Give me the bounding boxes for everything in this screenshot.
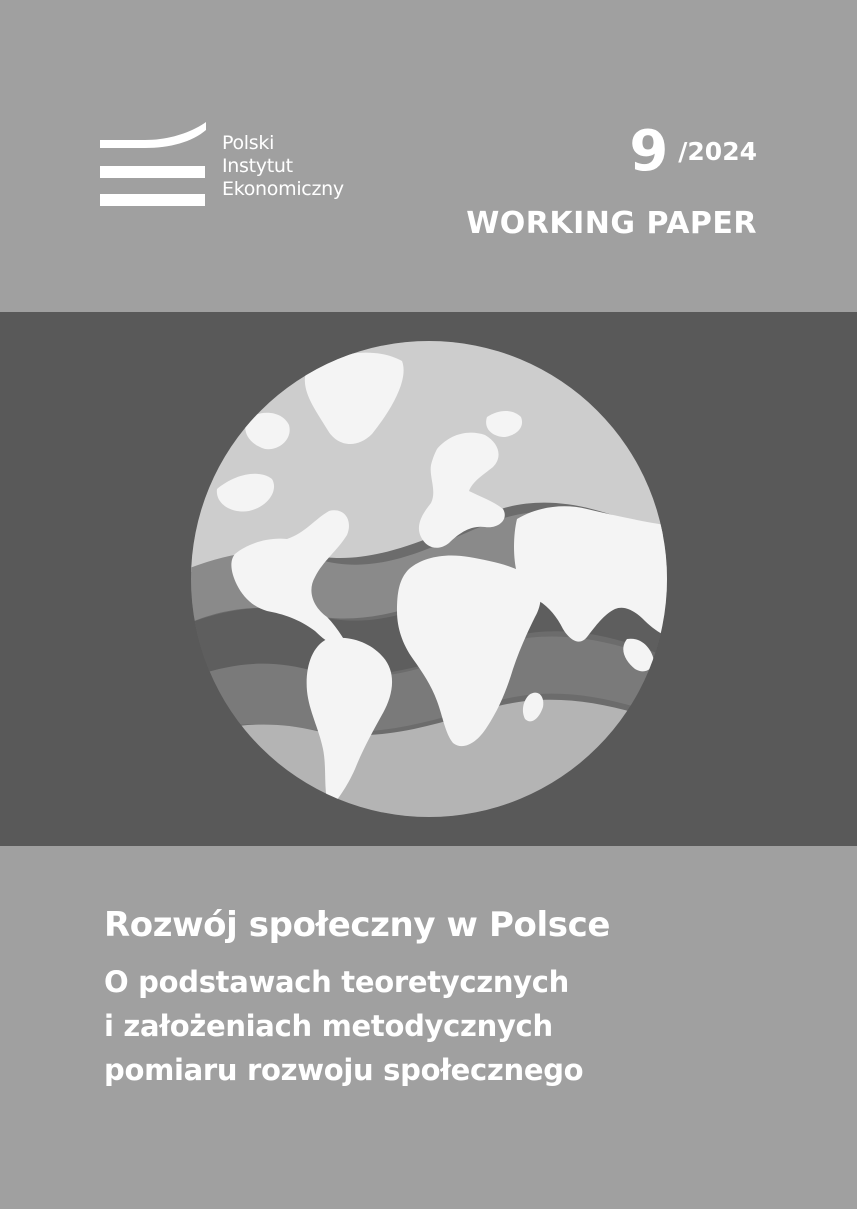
series-label: WORKING PAPER — [466, 206, 757, 241]
issue-year: /2024 — [678, 137, 757, 166]
publisher-logo — [100, 122, 390, 222]
subtitle — [104, 960, 804, 1092]
issue-label — [629, 120, 757, 184]
subtitle-line-1: O podstawach teoretycznych — [104, 965, 570, 999]
globe-icon — [187, 339, 671, 819]
subtitle-line-3: pomiaru rozwoju społecznego — [104, 1053, 584, 1087]
issue-number: 9 — [629, 119, 669, 184]
logo-line-2: Instytut — [222, 155, 293, 177]
subtitle-line-2: i założeniach metodycznych — [104, 1009, 553, 1043]
main-title: Rozwój społeczny w Polsce — [104, 905, 610, 945]
cover-titles — [104, 902, 804, 1092]
pie-logo-icon — [100, 122, 210, 212]
cover-header — [0, 0, 857, 312]
logo-line-1: Polski — [222, 132, 275, 154]
logo-line-3: Ekonomiczny — [222, 178, 344, 200]
illustration-band — [0, 312, 857, 846]
logo-wordmark — [222, 132, 344, 201]
